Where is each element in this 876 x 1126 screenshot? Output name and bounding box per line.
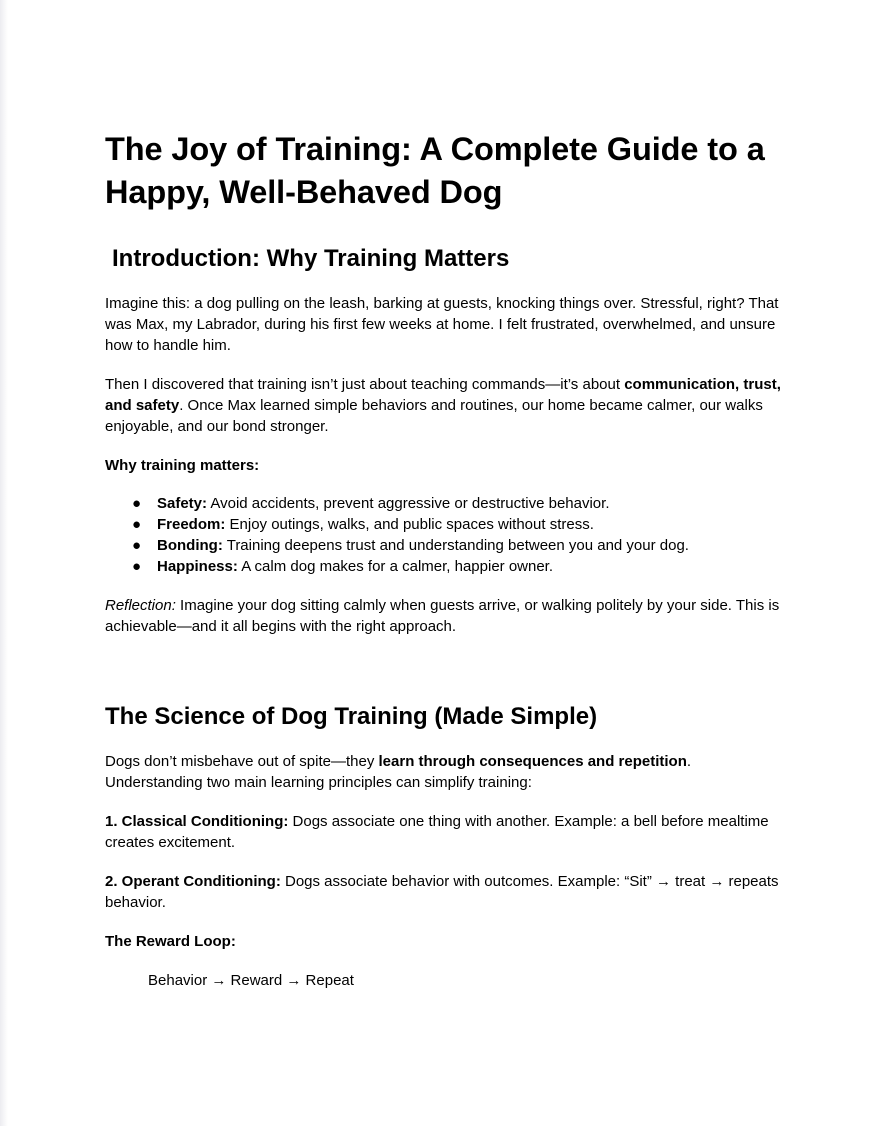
intro-paragraph-2 [105, 374, 785, 437]
document-title: The Joy of Training: A Complete Guide to a Happy, Well-Behaved Dog [105, 131, 765, 210]
classical-conditioning-paragraph [105, 811, 785, 853]
list-item-term: Happiness: [157, 558, 238, 575]
classical-conditioning-text: Dogs associate one thing with another. Example: a bell before mealtime creates excitement. [105, 813, 769, 851]
list-item [105, 556, 785, 577]
list-item-text: Enjoy outings, walks, and public spaces without stress. [225, 516, 594, 533]
list-item-term: Freedom: [157, 516, 226, 533]
bullet-icon: ● [132, 516, 142, 533]
intro-p2-text-after: . Once Max learned simple behaviors and routines, our home became calmer, our walks enjoyable, and our bond stronger. [105, 397, 763, 435]
reflection-paragraph [105, 595, 785, 637]
intro-p2-bold: communication, trust, and safety [105, 376, 781, 414]
why-training-label [105, 455, 785, 476]
science-p1-text-after: . Understanding two main learning principles can simplify training: [105, 753, 692, 791]
reward-loop-text: Behavior → Reward → Repeat [148, 972, 354, 989]
science-heading: The Science of Dog Training (Made Simple) [105, 703, 598, 730]
operant-conditioning-paragraph [105, 871, 785, 913]
reflection-label: Reflection: [105, 597, 176, 614]
reflection-text: Imagine your dog sitting calmly when guests arrive, or walking politely by your side. This is achievable—and it all begins with the right approach. [105, 597, 780, 635]
bullet-icon: ● [132, 537, 142, 554]
classical-conditioning-label: 1. Classical Conditioning: [105, 813, 289, 830]
reward-loop-label-text: The Reward Loop: [105, 933, 236, 950]
list-item-text: Avoid accidents, prevent aggressive or destructive behavior. [207, 495, 610, 512]
reward-loop-label [105, 931, 785, 952]
list-item-text: A calm dog makes for a calmer, happier owner. [237, 558, 554, 575]
intro-p2-text-before: Then I discovered that training isn’t just about teaching commands—it’s about [105, 376, 625, 393]
why-training-label-text: Why training matters: [105, 457, 260, 474]
list-item [105, 535, 785, 556]
operant-conditioning-label: 2. Operant Conditioning: [105, 873, 281, 890]
document-page [105, 128, 785, 991]
intro-heading: Introduction: Why Training Matters [112, 245, 510, 272]
list-item [105, 514, 785, 535]
list-item-term: Bonding: [157, 537, 223, 554]
list-item [105, 493, 785, 514]
list-item-text: Training deepens trust and understanding between you and your dog. [222, 537, 689, 554]
list-item-term: Safety: [157, 495, 208, 512]
bullet-icon: ● [132, 558, 142, 575]
operant-conditioning-text: Dogs associate behavior with outcomes. Example: “Sit” → treat → repeats behavior. [105, 873, 779, 911]
bullet-icon: ● [132, 495, 142, 512]
why-training-list [105, 493, 785, 577]
page-left-edge [0, 0, 8, 1126]
science-paragraph-1 [105, 751, 785, 793]
intro-paragraph-1: Imagine this: a dog pulling on the leash, barking at guests, knocking things over. Stressful, right? That was Max, my Labrador, during his first few weeks at home. I felt frustrated, overwhelmed, and unsure how to handle him. [105, 295, 779, 354]
science-p1-bold: learn through consequences and repetition [378, 753, 687, 770]
science-p1-text-before: Dogs don’t misbehave out of spite—they [105, 753, 379, 770]
